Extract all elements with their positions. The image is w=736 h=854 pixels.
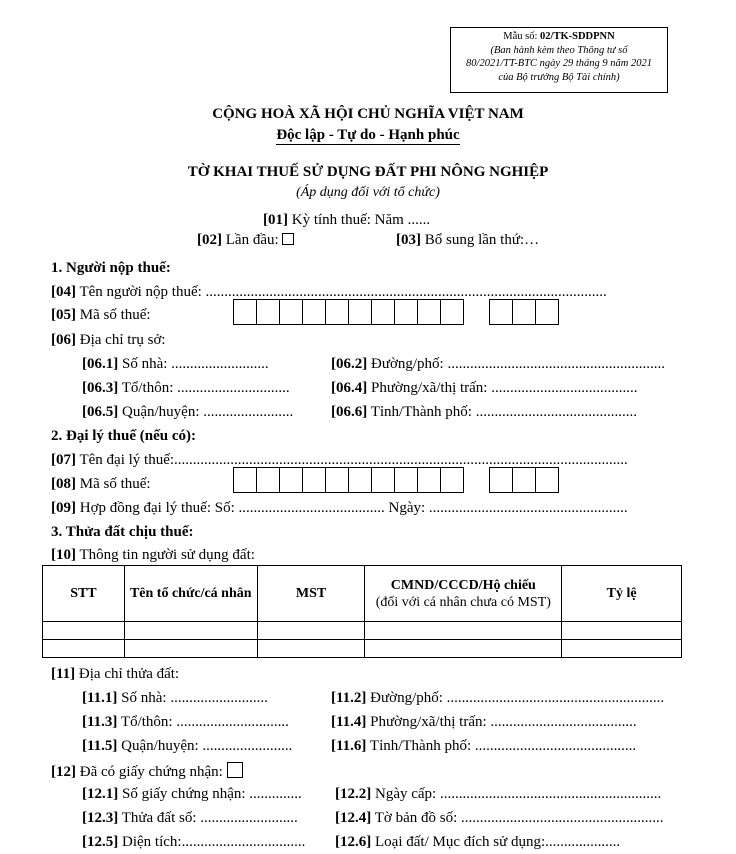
col-header-ratio: Tỷ lệ: [562, 566, 682, 622]
supplement-label: Bổ sung lần thứ:…: [421, 232, 540, 248]
field-code-06-4: [06.4]: [331, 380, 368, 396]
land-user-info-label: Thông tin người sử dụng đất:: [76, 547, 255, 563]
table-cell[interactable]: [43, 622, 125, 640]
land-user-info-field: [51, 547, 255, 564]
certificate-number-label: Số giấy chứng nhận: ..............: [118, 786, 302, 802]
land-type-field[interactable]: [335, 834, 620, 851]
section1-heading: 1. Người nộp thuế:: [51, 260, 171, 276]
ward-label: Phường/xã/thị trấn: .......................................: [367, 380, 638, 396]
district-label: Quận/huyện: ........................: [118, 404, 294, 420]
house-number-label: Số nhà: ..........................: [118, 356, 269, 372]
table-cell[interactable]: [124, 622, 257, 640]
land-province-label: Tỉnh/Thành phố: ...........................................: [366, 738, 637, 754]
tax-agent-tax-code-suffix-boxes[interactable]: [489, 467, 559, 493]
parcel-number-field[interactable]: [82, 810, 298, 827]
motto: Độc lập - Tự do - Hạnh phúc: [276, 127, 460, 143]
table-cell[interactable]: [124, 640, 257, 658]
field-code-01: [01]: [263, 212, 288, 228]
col-header-id-note: (đối với cá nhân chưa có MST): [375, 594, 551, 610]
field-code-11: [11]: [51, 666, 76, 682]
form-code-line: [451, 30, 667, 44]
field-code-12: [12]: [51, 764, 76, 780]
issue-date-label: Ngày cấp: ...........................................................: [371, 786, 662, 802]
province-label: Tỉnh/Thành phố: ...........................................: [367, 404, 637, 420]
first-time-label: Lần đầu:: [222, 232, 283, 248]
first-time-checkbox[interactable]: [282, 233, 294, 245]
field-code-11-6: [11.6]: [331, 738, 367, 754]
field-code-11-4: [11.4]: [331, 714, 367, 730]
field-code-12-2: [12.2]: [335, 786, 372, 802]
land-hamlet-field[interactable]: [82, 714, 289, 731]
taxpayer-tax-code-label: Mã số thuế:: [76, 307, 151, 323]
section2-heading: 2. Đại lý thuế (nếu có):: [51, 428, 196, 444]
field-code-11-5: [11.5]: [82, 738, 118, 754]
field-code-06-3: [06.3]: [82, 380, 119, 396]
land-house-number-field[interactable]: [82, 690, 268, 707]
field-code-03: [03]: [396, 232, 421, 248]
land-hamlet-label: Tổ/thôn: ..............................: [117, 714, 289, 730]
field-code-12-5: [12.5]: [82, 834, 119, 850]
agent-contract-field[interactable]: [51, 500, 628, 517]
supplement-field: [396, 232, 539, 249]
field-code-04: [04]: [51, 284, 76, 300]
col-header-name: Tên tổ chức/cá nhân: [124, 566, 257, 622]
form-code-issued-line: (Ban hành kèm theo Thông tư số: [490, 44, 628, 56]
land-type-label: Loại đất/ Mục đích sử dụng:....................: [371, 834, 621, 850]
col-header-id-title: CMND/CCCD/Hộ chiếu: [390, 577, 536, 593]
land-ward-field[interactable]: [331, 714, 637, 731]
house-number-field[interactable]: [82, 356, 269, 373]
form-code-circular-line: 80/2021/TT-BTC ngày 29 tháng 9 năm 2021: [466, 58, 652, 69]
tax-agent-tax-code-label: Mã số thuế:: [76, 476, 151, 492]
table-header-row: [43, 566, 682, 622]
agent-contract-label: Hợp đồng đại lý thuế: Số: ....................................... Ngày: .....................................................: [76, 500, 628, 516]
field-code-02: [02]: [197, 232, 222, 248]
field-code-06: [06]: [51, 332, 76, 348]
taxpayer-name-label: Tên người nộp thuế: ...........................................................................................................: [76, 284, 607, 300]
parcel-number-label: Thửa đất số: ..........................: [118, 810, 298, 826]
table-cell[interactable]: [562, 640, 682, 658]
certificate-label: Đã có giấy chứng nhận:: [76, 764, 227, 780]
field-code-10: [10]: [51, 547, 76, 563]
hamlet-label: Tổ/thôn: ..............................: [118, 380, 290, 396]
head-office-address-label: Địa chỉ trụ sở:: [76, 332, 166, 348]
certificate-checkbox[interactable]: [227, 762, 243, 778]
first-time-field: [197, 232, 294, 249]
land-district-field[interactable]: [82, 738, 292, 755]
hamlet-field[interactable]: [82, 380, 290, 397]
field-code-11-3: [11.3]: [82, 714, 118, 730]
form-title: TỜ KHAI THUẾ SỬ DỤNG ĐẤT PHI NÔNG NGHIỆP: [187, 164, 549, 180]
field-code-08: [08]: [51, 476, 76, 492]
form-code-ministry-line: của Bộ trưởng Bộ Tài chính): [498, 71, 620, 83]
field-code-06-5: [06.5]: [82, 404, 119, 420]
tax-period-label: Kỳ tính thuế: Năm ......: [288, 212, 431, 228]
table-cell[interactable]: [562, 622, 682, 640]
land-ward-label: Phường/xã/thị trấn: .......................................: [366, 714, 637, 730]
land-house-number-label: Số nhà: ..........................: [117, 690, 268, 706]
province-field[interactable]: [331, 404, 637, 421]
land-province-field[interactable]: [331, 738, 636, 755]
field-code-06-2: [06.2]: [331, 356, 368, 372]
issue-date-field[interactable]: [335, 786, 661, 803]
form-code-box: [450, 27, 668, 93]
tax-agent-tax-code-field: [51, 476, 151, 493]
land-district-label: Quận/huyện: ........................: [117, 738, 293, 754]
taxpayer-tax-code-suffix-boxes[interactable]: [489, 299, 559, 325]
field-code-12-1: [12.1]: [82, 786, 119, 802]
tax-period-field: [263, 212, 430, 229]
table-cell[interactable]: [257, 622, 365, 640]
field-code-12-4: [12.4]: [335, 810, 372, 826]
area-label: Diện tích:.................................: [118, 834, 306, 850]
land-user-table: [42, 565, 682, 658]
field-code-11-2: [11.2]: [331, 690, 367, 706]
table-cell[interactable]: [365, 622, 562, 640]
map-sheet-label: Tờ bản đồ số: ......................................................: [371, 810, 664, 826]
field-code-12-6: [12.6]: [335, 834, 372, 850]
field-code-06-1: [06.1]: [82, 356, 119, 372]
certificate-field: [51, 762, 243, 781]
field-code-05: [05]: [51, 307, 76, 323]
table-row: [43, 640, 682, 658]
certificate-number-field[interactable]: [82, 786, 302, 803]
field-code-11-1: [11.1]: [82, 690, 118, 706]
motto-wrap: [0, 126, 736, 144]
field-code-12-3: [12.3]: [82, 810, 119, 826]
head-office-address-field: [51, 332, 166, 349]
area-field[interactable]: [82, 834, 305, 851]
table-cell[interactable]: [43, 640, 125, 658]
table-row: [43, 622, 682, 640]
field-code-09: [09]: [51, 500, 76, 516]
country-name: CỘNG HOÀ XÃ HỘI CHỦ NGHĨA VIỆT NAM: [212, 106, 524, 122]
taxpayer-tax-code-field: [51, 307, 151, 324]
col-header-mst: MST: [257, 566, 365, 622]
col-header-id: [365, 566, 562, 622]
section3-heading: 3. Thửa đất chịu thuế:: [51, 524, 194, 540]
land-street-field[interactable]: [331, 690, 664, 707]
map-sheet-field[interactable]: [335, 810, 664, 827]
tax-agent-name-label: Tên đại lý thuế:.........................................................................................................................: [76, 452, 628, 468]
field-code-07: [07]: [51, 452, 76, 468]
tax-agent-tax-code-boxes[interactable]: [233, 467, 464, 493]
col-header-stt: STT: [43, 566, 125, 622]
land-address-field: [51, 666, 179, 683]
district-field[interactable]: [82, 404, 293, 421]
land-street-label: Đường/phố: ..........................................................: [366, 690, 665, 706]
table-cell[interactable]: [257, 640, 365, 658]
ward-field[interactable]: [331, 380, 637, 397]
taxpayer-tax-code-boxes[interactable]: [233, 299, 464, 325]
street-label: Đường/phố: ..........................................................: [367, 356, 665, 372]
form-code-label: Mẫu số:: [503, 31, 541, 42]
form-code: 02/TK-SDDPNN: [540, 31, 615, 42]
field-code-06-6: [06.6]: [331, 404, 368, 420]
form-subtitle: (Áp dụng đối với tổ chức): [296, 185, 440, 200]
table-cell[interactable]: [365, 640, 562, 658]
street-field[interactable]: [331, 356, 665, 373]
land-address-label: Địa chỉ thửa đất:: [75, 666, 180, 682]
